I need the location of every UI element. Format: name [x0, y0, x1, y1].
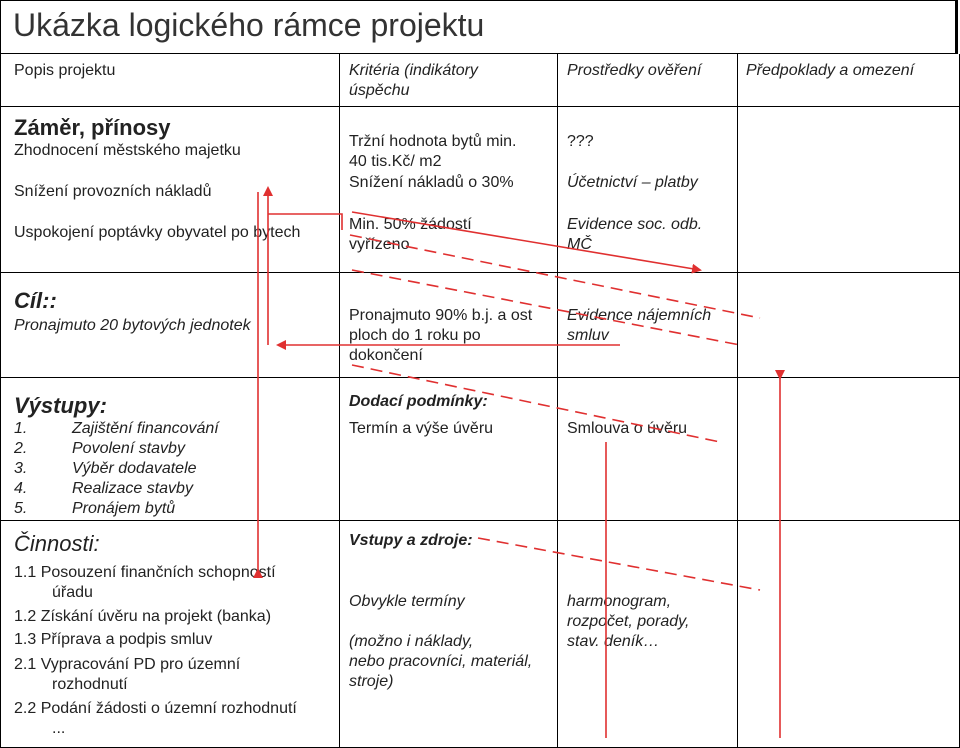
zamer-crit-1-line2: 40 tis.Kč/ m2	[349, 153, 442, 170]
cil-crit-line2: ploch do 1 roku po	[349, 327, 481, 344]
zamer-item-1: Zhodnocení městského majetku	[14, 142, 241, 159]
zamer-crit-2: Snížení nákladů o 30%	[349, 174, 514, 191]
divider-col2-col3	[557, 54, 558, 748]
title-box	[0, 0, 958, 54]
vystupy-list-item: 2. Povolení stavby	[14, 440, 185, 457]
vystupy-list	[14, 419, 219, 519]
vystupy-list-item: 5. Pronájem bytů	[14, 500, 176, 517]
divider-col3-col4	[737, 54, 738, 748]
zamer-ver-3-line2: MČ	[567, 236, 592, 253]
cinnosti-item: 2.1 Vypracování PD pro územní rozhodnutí	[14, 656, 241, 693]
page-title: Ukázka logického rámce projektu	[13, 7, 485, 43]
divider-left-edge	[0, 54, 1, 748]
zamer-crit-3	[349, 215, 472, 255]
cinnosti-inputs-terms: Obvykle termíny	[349, 593, 465, 610]
zamer-item-3: Uspokojení poptávky obyvatel po bytech	[14, 224, 301, 241]
cinnosti-item: 1.1 Posouzení finančních schopností úřadu	[14, 564, 276, 601]
divider-header-bottom	[0, 106, 960, 107]
zamer-ver-1: ???	[567, 133, 594, 150]
cil-heading: Cíl::	[14, 288, 57, 313]
cinnosti-item: 1.2 Získání úvěru na projekt (banka)	[14, 608, 272, 625]
zamer-crit-1-line1: Tržní hodnota bytů min.	[349, 133, 517, 150]
zamer-crit-3-line1: Min. 50% žádostí	[349, 216, 472, 233]
zamer-ver-2: Účetnictví – platby	[567, 174, 698, 191]
cil-crit-line1: Pronajmuto 90% b.j. a ost	[349, 307, 533, 324]
vystupy-ver-item: Smlouva o úvěru	[567, 420, 688, 437]
cil-crit-line3: dokončení	[349, 347, 423, 364]
header-predpoklady: Předpoklady a omezení	[746, 62, 915, 79]
cinnosti-inputs-note: (možno i náklady, nebo pracovníci, materiál, stroje)	[349, 633, 533, 690]
zamer-heading: Záměr, přínosy	[14, 115, 171, 140]
vystupy-list-item: 4. Realizace stavby	[14, 480, 193, 497]
zamer-ver-3-line1: Evidence soc. odb.	[567, 216, 703, 233]
header-kriteria-line2: úspěchu	[349, 82, 410, 99]
vystupy-list-item: 1. Zajištění financování	[14, 420, 219, 437]
vystupy-cond-heading: Dodací podmínky:	[349, 393, 488, 410]
dashed-line-4	[478, 538, 760, 590]
header-kriteria-line1: Kritéria (indikátory	[349, 62, 478, 79]
cinnosti-ver: harmonogram, rozpočet, porady, stav. deník…	[567, 593, 690, 650]
cil-ver-line2: smluv	[567, 327, 609, 344]
cil-crit	[349, 306, 532, 366]
divider-vystupy-bottom	[0, 520, 960, 521]
header-kriteria	[349, 61, 478, 101]
divider-zamer-bottom	[0, 272, 960, 273]
cinnosti-item: 1.3 Příprava a podpis smluv	[14, 631, 213, 648]
vystupy-list-item: 3. Výběr dodavatele	[14, 460, 197, 477]
cinnosti-item: ...	[52, 720, 66, 737]
header-prostredky: Prostředky ověření	[567, 62, 702, 79]
cinnosti-heading: Činnosti:	[14, 531, 100, 556]
vystupy-heading: Výstupy:	[14, 393, 107, 418]
divider-col1-col2	[339, 54, 340, 748]
cil-ver-line1: Evidence nájemních	[567, 307, 712, 324]
cil-item-1: Pronajmuto 20 bytových jednotek	[14, 317, 251, 334]
cinnosti-inputs-heading: Vstupy a zdroje:	[349, 532, 473, 549]
cinnosti-list	[14, 563, 297, 739]
cinnosti-item: 2.2 Podání žádosti o územní rozhodnutí	[14, 700, 297, 717]
zamer-ver-3	[567, 215, 702, 255]
zamer-crit-1	[349, 132, 517, 172]
zamer-item-2: Snížení provozních nákladů	[14, 183, 212, 200]
cil-ver	[567, 306, 711, 346]
header-popis: Popis projektu	[14, 62, 116, 79]
divider-cil-bottom	[0, 377, 960, 378]
zamer-crit-3-line2: vyřízeno	[349, 236, 410, 253]
vystupy-cond-item: Termín a výše úvěru	[349, 420, 494, 437]
